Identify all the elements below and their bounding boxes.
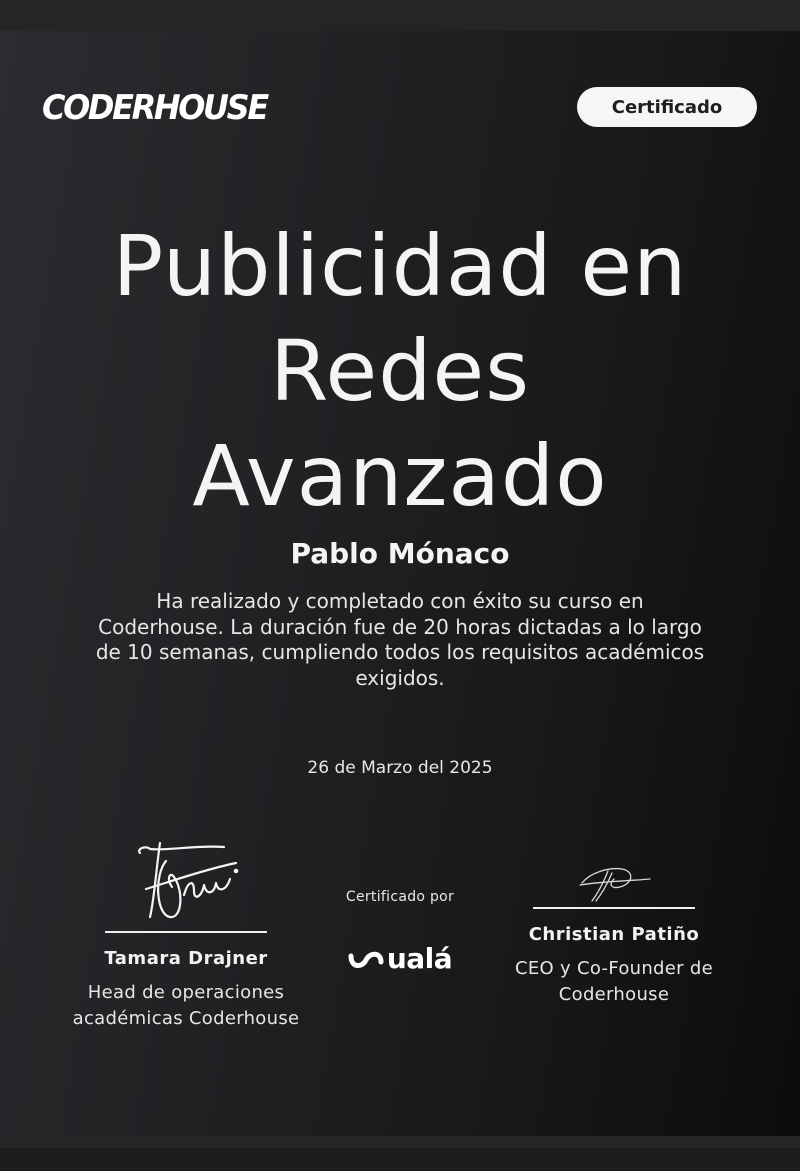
signature-right-icon	[574, 851, 654, 907]
course-title: Publicidad en Redes Avanzado	[112, 217, 688, 525]
uala-logo	[300, 942, 500, 975]
signer-role-left: Head de operaciones académicas Coderhouse	[72, 982, 300, 1029]
signer-right	[494, 851, 734, 1007]
signer-name-right: Christian Patiño	[528, 924, 700, 945]
signature-line-right	[533, 907, 695, 909]
certified-by-label: Certificado por	[345, 889, 455, 905]
top-border	[0, 0, 800, 31]
signer-left	[66, 831, 306, 1031]
certificate-badge: Certificado	[577, 87, 757, 127]
signer-role-right: CEO y Co-Founder de Coderhouse	[515, 958, 713, 1005]
coderhouse-logo: CODERHOUSE	[42, 88, 267, 128]
signature-line-left	[105, 931, 267, 933]
issue-date: 26 de Marzo del 2025	[307, 758, 493, 778]
signer-name-left: Tamara Drajner	[104, 948, 268, 969]
certificate-description: Ha realizado y completado con éxito su curso en Coderhouse. La duración fue de 20 horas dictadas a lo largo de 10 semanas, cumpliendo todos los requisitos académicos exigidos.	[95, 589, 705, 690]
certificate	[0, 31, 800, 1136]
signature-left-icon	[126, 831, 246, 931]
bottom-border-lower	[0, 1148, 800, 1171]
uala-mark-icon	[348, 948, 384, 970]
certified-by-block	[300, 889, 500, 973]
student-name: Pablo Mónaco	[290, 537, 510, 570]
uala-wordmark: ualá	[386, 942, 453, 975]
bottom-border	[0, 1136, 800, 1148]
